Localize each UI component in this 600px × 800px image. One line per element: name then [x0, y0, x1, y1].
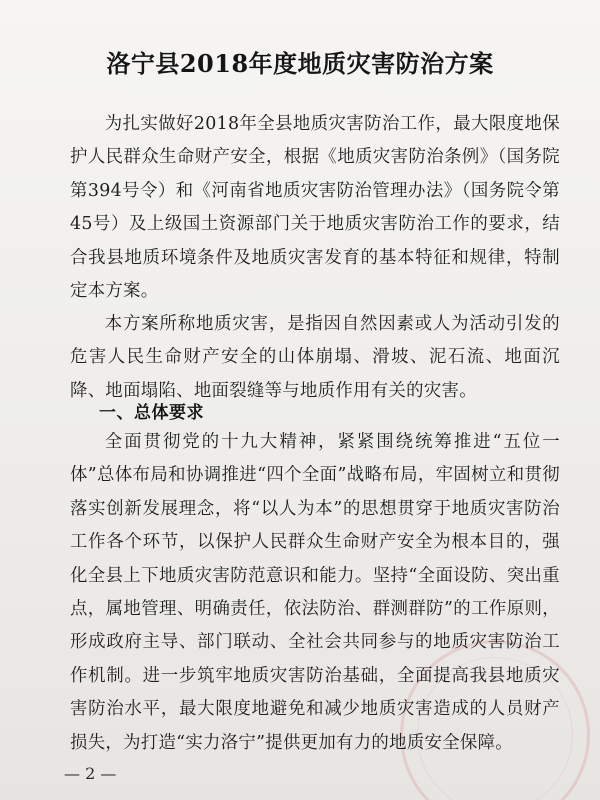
section-paragraph: 全面贯彻党的十九大精神，紧紧围绕统筹推进“五位一体”总体布局和协调推进“四个全面”战略布局，牢固树立和贯彻落实创新发展理念，将“以人为本”的思想贯穿于地质灾害防治工作各个环节，以保护人民群众生命财产安全为根本目的，强化全县上下地质灾害防范意识和能力。坚持“全面设防、突出重点，属地管理、明确责任，依法防治、群测群防”的工作原则，形成政府主导、部门联动、全社会共同参与的地质灾害防治工作机制。进一步筑牢地质灾害防治基础，全面提高我县地质灾害防治水平，最大限度地避免和减少地质灾害造成的人员财产损失，为打造“实力洛宁”提供更加有力的地质安全保障。 [70, 432, 560, 753]
section-heading: 一、总体要求 [99, 403, 204, 423]
page-number: — 2 — [64, 764, 117, 783]
intro-paragraph: 为扎实做好2018年全县地质灾害防治工作，最大限度地保护人民群众生命财产安全，根据《地质灾害防治条例》（国务院第394号令）和《河南省地质灾害防治管理办法》（国务院令第45号）及上级国土资源部门关于地质灾害防治工作的要求，结合我县地质环境条件及地质灾害发育的基本特征和规律，特制定本方案。 [70, 114, 560, 302]
document-title: 洛宁县2018年度地质灾害防治方案 [106, 49, 494, 78]
definition-paragraph: 本方案所称地质灾害，是指因自然因素或人为活动引发的危害人民生命财产安全的山体崩塌、滑坡、泥石流、地面沉降、地面塌陷、地面裂缝等与地质作用有关的灾害。 [70, 314, 560, 401]
